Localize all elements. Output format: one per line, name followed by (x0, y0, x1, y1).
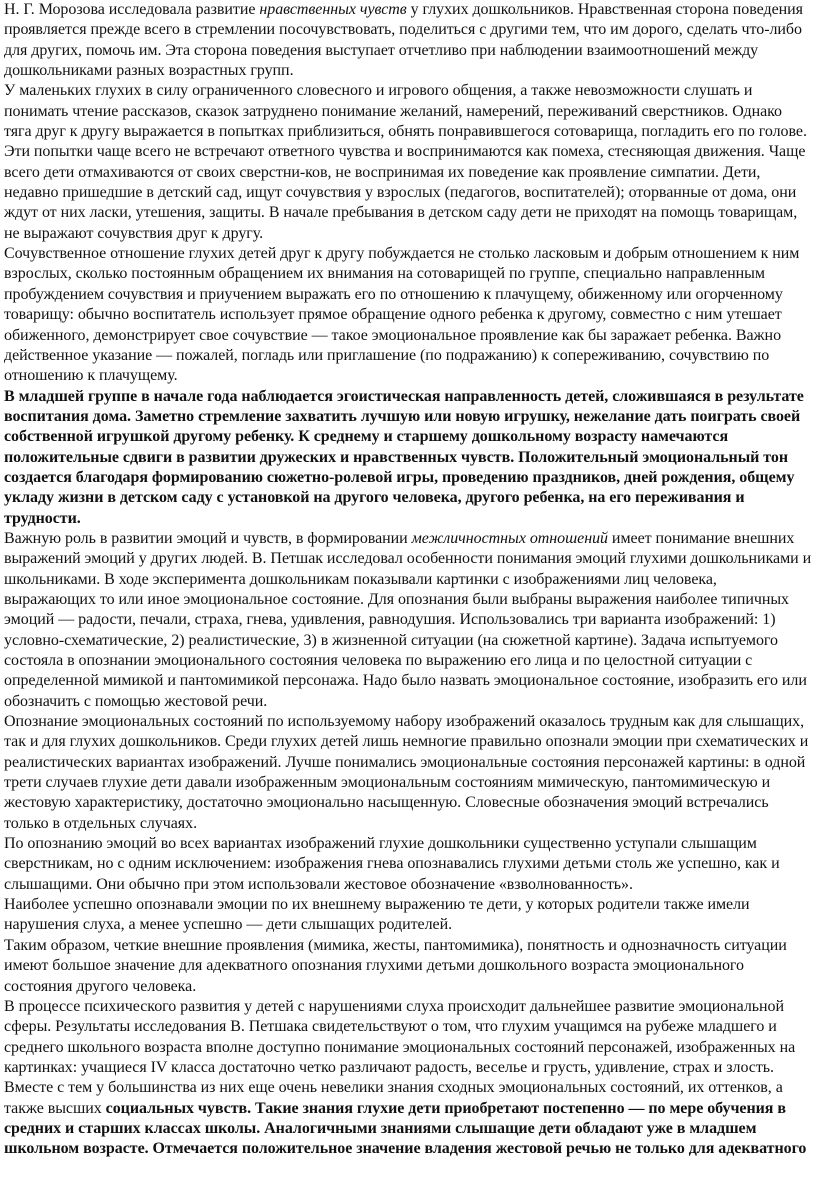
text-run: Важную роль в развитии эмоций и чувств, в формировании (4, 529, 412, 547)
text-run: Сочувственное отношение глухих детей друг к другу побуждается не столько ласковым и добрым отношением к ним взрослых, сколько постоянным обращением их внимания на сотоварищей по группе, специально направленным пробуждением сочувствия и приучением выражать его по отношению к плачущему, обиженному или огорченному товарищу: обычно воспитатель использует прямое обращение одного ребенка к другому, совместно с ним утешает обиженного, демонстрирует свое сочувствие — такое эмоциональное проявление как бы заражает ребенка. Важно действенное указание — пожалей, погладь или приглашение (по подражанию) к сопереживанию, сочувствию по отношению к плачущему. (4, 245, 800, 385)
paragraph-2 (4, 81, 812, 244)
bold-text-run: социальных чувств. Такие знания глухие дети приобретают постепенно — по мере обучения в средних и старших классах школы. Аналогичными знаниями слышащие дети обладают уже в младшем школьном возрасте. Отмечается положительное значение владения жестовой речью не только для адекватного (4, 1099, 807, 1158)
text-run: Опознание эмоциональных состояний по используемому набору изображений оказалось трудным как для слышащих, так и для глухих дошкольников. Среди глухих детей лишь немногие правильно опознали эмоции при схематических и реалистических вариантах изображений. Лучше понимались эмоциональные состояния персонажей картины: в одной трети случаев глухие дети давали изображенным эмоциональным состояниям мимическую, пантомимическую и жестовую характеристику, достаточно эмоционально насыщенную. Словесные обозначения эмоций встречались только в отдельных случаях. (4, 713, 809, 832)
text-run: у глухих дошкольников. Нравственная сторона поведения проявляется прежде всего в стремлении посочувствовать, поделиться с другими тем, что им дорого, сделать что-либо для других, помочь им. Эта сторона поведения выступает отчетливо при наблюдении взаимоотношений между дошкольниками разных возрастных групп. (4, 1, 803, 80)
paragraph-6 (4, 712, 812, 834)
italic-term: нравственных чувств (259, 1, 407, 18)
paragraph-9 (4, 936, 812, 997)
text-run: Таким образом, четкие внешние проявления (мимика, жесты, пантомимика), понятность и однозначность ситуации имеют большое значение для адекватного опознания глухими детьми дошкольного возраста эмоционального состояния другого человека. (4, 936, 787, 995)
document-page (4, 0, 812, 1160)
text-run: Н. Г. Морозова исследовала развитие (4, 1, 260, 18)
paragraph-5 (4, 529, 812, 712)
text-run: Наиболее успешно опознавали эмоции по их внешнему выражению те дети, у которых родители также имели нарушения слуха, а менее успешно — дети слышащих родителей. (4, 896, 750, 934)
paragraph-7 (4, 834, 812, 895)
text-run: В младшей группе в начале года наблюдается эгоистическая направленность детей, сложившаяся в результате воспитания дома. Заметно стремление захватить лучшую или новую игрушку, нежелание дать поиграть своей собственной игрушкой другому ребенку. К среднему и старшему дошкольному возрасту намечаются положительные сдвиги в развитии дружеских и нравственных чувств. Положительный эмоциональный тон создается благодаря формированию сюжетно-ролевой игры, проведению праздников, дней рождения, общему укладу жизни в детском саду с установкой на другого человека, другого ребенка, на его переживания и трудности. (4, 387, 804, 527)
paragraph-4-bold (4, 387, 812, 529)
paragraph-3 (4, 244, 812, 386)
paragraph-1 (4, 0, 812, 81)
text-run: имеет понимание внешних выражений эмоций у других людей. В. Петшак исследовал особенности понимания эмоций глухими дошкольниками и школьниками. В ходе эксперимента дошкольникам показывали картинки с изображениями лиц человека, выражающих то или иное эмоциональное состояние. Для опознания были выбраны выражения наиболее типичных эмоций — радости, печали, страха, гнева, удивления, равнодушия. Использовались три варианта изображений: 1) условно-схематические, 2) реалистические, 3) в жизненной ситуации (на сюжетной картине). Задача испытуемого состояла в опознании эмоционального состояния человека по выражению его лица и по целостной ситуации с определенной мимикой и пантомимикой персонажа. Надо было назвать эмоциональное состояние, изобразить его или обозначить с помощью жестовой речи. (4, 529, 812, 710)
text-run: По опознанию эмоций во всех вариантах изображений глухие дошкольники существенно уступали слышащим сверстникам, но с одним исключением: изображения гнева опознавались глухими детьми столь же успешно, как и слышащими. Они обычно при этом использовали жестовое обозначение «взволнованность». (4, 835, 780, 893)
text-run: У маленьких глухих в силу ограниченного словесного и игрового общения, а также невозможности слушать и понимать чтение рассказов, сказок затруднено понимание желаний, намерений, переживаний сверстников. Однако тяга друг к другу выражается в попытках приблизиться, обнять понравившегося сотоварища, погладить его по голове. Эти попытки чаще всего не встречают ответного чувства и воспринимаются как помеха, стесняющая движения. Чаще всего дети отмахиваются от своих сверстни-ков, не воспринимая их поведение как проявление симпатии. Дети, недавно пришедшие в детский сад, ищут сочувствия у взрослых (педагогов, воспитателей); оторванные от дома, они ждут от них ласки, утешения, защиты. В начале пребывания в детском саду дети не приходят на помощь товарищам, не выражают сочувствия друг к другу. (4, 82, 807, 242)
text-run: В процессе психического развития у детей с нарушениями слуха происходит дальнейшее развитие эмоциональной сферы. Результаты исследования В. Петшака свидетельствуют о том, что глухим учащимся на рубеже младшего и среднего школьного возраста вполне доступно понимание эмоциональных состояний персонажей, изображенных на картинках: учащиеся IV класса достаточно четко различают радость, веселье и грусть, удивление, страх и злость. Вместе с тем у большинства из них еще очень невелики знания сходных эмоциональных состояний, их оттенков, а также высших (4, 997, 796, 1117)
paragraph-10 (4, 997, 812, 1160)
italic-term: межличностных отношений (411, 529, 608, 547)
paragraph-8 (4, 895, 812, 936)
